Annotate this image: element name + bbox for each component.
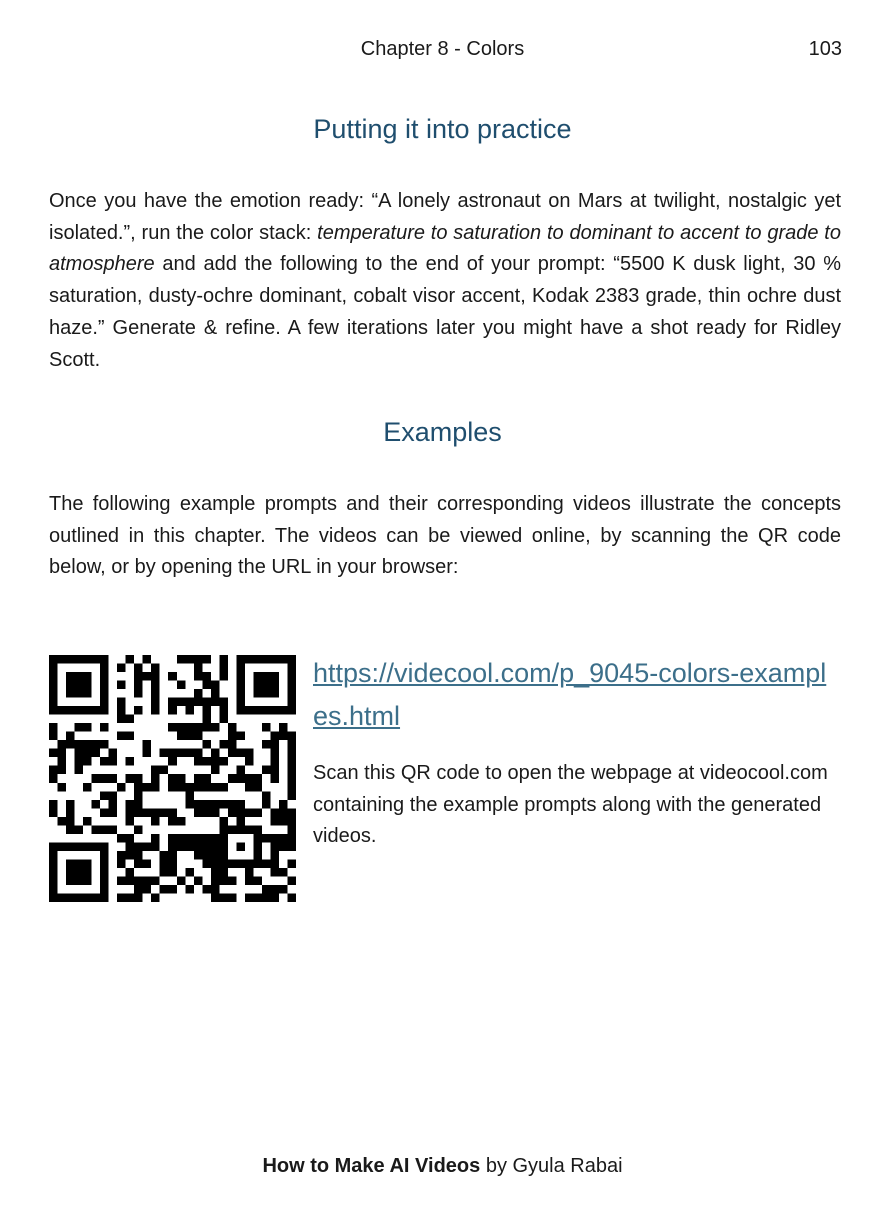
footer xyxy=(0,1155,885,1178)
practice-paragraph xyxy=(49,186,841,376)
examples-paragraph: The following example prompts and their corresponding videos illustrate the concepts outlined in this chapter. The videos can be viewed online, by scanning the QR code below, or by opening the URL in your browser: xyxy=(49,493,841,579)
footer-byline: by Gyula Rabai xyxy=(480,1155,623,1177)
running-header-chapter: Chapter 8 - Colors xyxy=(360,38,525,60)
footer-book-title: How to Make AI Videos xyxy=(262,1155,481,1177)
practice-text-2: and add the following to the end of your prompt: “5500 K dusk light, 30 % saturation, dusty-ochre dominant, cobalt visor accent, Kodak 2383 grade, thin ochre dust haze.” Generate & refine. A few iterations later you might have a shot ready for Ridley Scott. xyxy=(49,253,841,371)
qr-caption: Scan this QR code to open the webpage at videocool.com containing the example prompts along with the generated videos. xyxy=(313,762,828,847)
practice-text-1: Once you have the emotion ready: “A lonely astronaut on Mars at twilight, nostalgic yet isolated.”, run the color stack: xyxy=(49,190,841,244)
section-heading-practice: Putting it into practice xyxy=(313,114,572,144)
page-number: 103 xyxy=(808,38,842,60)
qr-code-icon[interactable] xyxy=(49,655,296,902)
practice-text-italic: temperature to saturation to dominant to accent to grade to atmosphere xyxy=(49,221,841,276)
section-heading-examples: Examples xyxy=(383,417,502,447)
examples-url-link[interactable]: https://videcool.com/p_9045-colors-examples.html xyxy=(313,658,827,731)
